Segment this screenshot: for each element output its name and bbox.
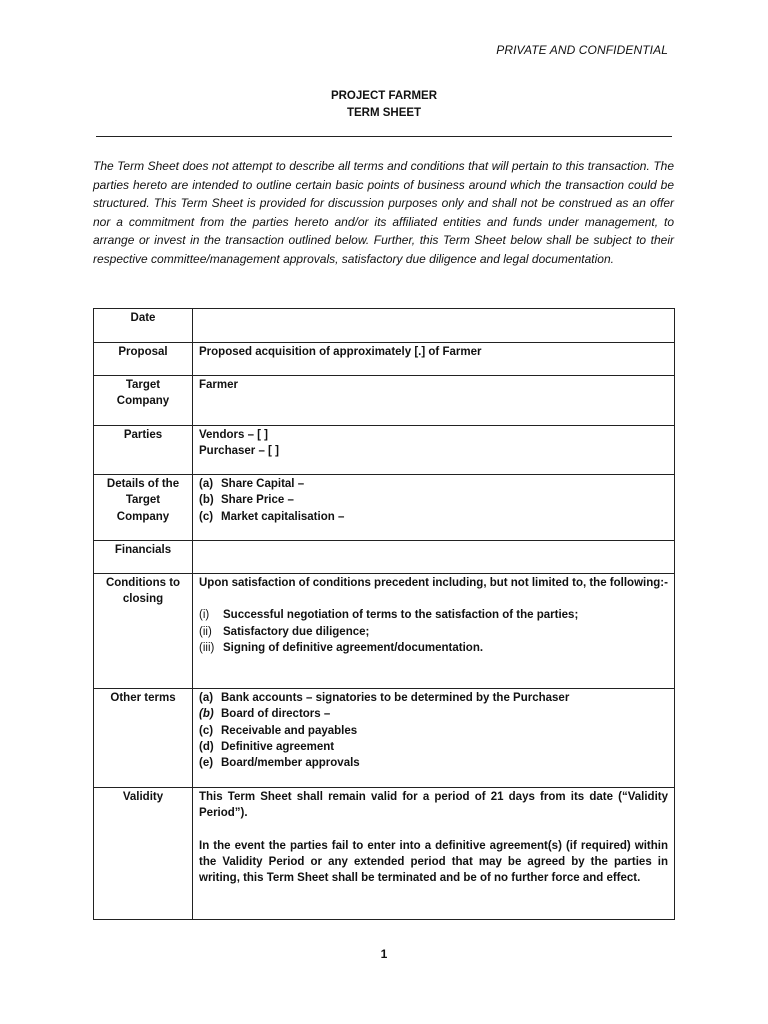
- conditions-label-line: Conditions to: [105, 577, 181, 589]
- date-value: [193, 309, 675, 343]
- title-divider: [96, 136, 672, 137]
- list-text: Bank accounts – signatories to be determined by the Purchaser: [221, 692, 570, 704]
- table-row: [94, 343, 675, 376]
- list-item: [199, 476, 668, 492]
- validity-paragraph: This Term Sheet shall remain valid for a period of 21 days from its date (“Validity Period”).: [199, 791, 668, 820]
- validity-label: Validity: [94, 788, 193, 920]
- vendors-line: Vendors – [ ]: [199, 429, 269, 441]
- list-marker: (ii): [199, 625, 212, 638]
- table-row: [94, 309, 675, 343]
- target-label: [94, 376, 193, 426]
- table-row: [94, 689, 675, 788]
- list-text: Market capitalisation –: [221, 510, 345, 523]
- details-label-line: Target: [125, 494, 161, 507]
- validity-value: [193, 788, 675, 920]
- financials-label: Financials: [94, 541, 193, 574]
- list-marker: (b): [199, 494, 214, 507]
- list-item: [199, 723, 668, 739]
- table-row: [94, 426, 675, 475]
- terms-table: [93, 308, 675, 920]
- list-text: Share Capital –: [221, 478, 305, 490]
- target-label-line: Target: [125, 379, 161, 391]
- conditions-value: [193, 574, 675, 689]
- list-marker: (c): [199, 724, 214, 737]
- list-text: Share Price –: [221, 494, 294, 507]
- intro-paragraph: The Term Sheet does not attempt to describe all terms and conditions that will pertain to this transaction. The parties hereto are intended to outline certain basic points of business around which the transaction could be structured. This Term Sheet is provided for discussion purposes only and shall not be construed as an offer nor a commitment from the parties hereto and/or its affiliated entities and funds under management, to arrange or invest in the transaction outlined below. Further, this Term Sheet below shall be subject to their respective committee/management approvals, satisfactory due diligence and legal documentation.: [93, 159, 674, 266]
- list-marker: (a): [199, 692, 214, 704]
- purchaser-line: Purchaser – [ ]: [199, 445, 279, 458]
- list-text: Receivable and payables: [221, 724, 358, 737]
- spacer: [199, 822, 668, 838]
- list-item: [199, 690, 668, 706]
- list-item: [199, 509, 668, 525]
- list-text: Board of directors –: [221, 708, 331, 721]
- list-text: Board/member approvals: [221, 757, 360, 770]
- page-number: 1: [380, 947, 388, 961]
- other-terms-value: [193, 689, 675, 788]
- list-item: [199, 640, 668, 656]
- list-item: [199, 706, 668, 722]
- details-label-line: Details of the: [106, 478, 180, 490]
- details-label-line: Company: [116, 510, 170, 523]
- term-sheet-title: TERM SHEET: [346, 107, 422, 119]
- target-label-line: Company: [116, 395, 170, 408]
- list-marker: (e): [199, 757, 214, 770]
- project-title: PROJECT FARMER: [330, 90, 438, 102]
- date-label: Date: [94, 309, 193, 343]
- list-text: Signing of definitive agreement/documentation.: [223, 641, 484, 654]
- conditions-label-line: closing: [122, 593, 164, 606]
- list-text: Definitive agreement: [221, 740, 335, 753]
- confidential-header: PRIVATE AND CONFIDENTIAL: [496, 43, 668, 57]
- table-row: [94, 788, 675, 920]
- proposal-label: Proposal: [94, 343, 193, 376]
- spacer: [199, 591, 668, 607]
- table-row: [94, 541, 675, 574]
- list-item: [199, 755, 668, 771]
- table-row: [94, 376, 675, 426]
- list-text: Satisfactory due diligence;: [223, 625, 370, 638]
- other-terms-label: Other terms: [94, 689, 193, 788]
- proposal-value: Proposed acquisition of approximately [.] of Farmer: [193, 343, 675, 376]
- list-marker: (b): [199, 708, 214, 721]
- list-item: [199, 492, 668, 508]
- list-marker: (a): [199, 478, 214, 490]
- financials-value: [193, 541, 675, 574]
- list-marker: (i): [199, 609, 210, 622]
- list-item: [199, 607, 668, 623]
- table-row: [94, 475, 675, 541]
- validity-paragraph: In the event the parties fail to enter into a definitive agreement(s) (if required) within the Validity Period or any extended period that may be agreed by the parties in writing, this Term Sheet shall be terminated and be of no further force and effect.: [199, 839, 668, 885]
- target-value: Farmer: [193, 376, 675, 426]
- conditions-lead: Upon satisfaction of conditions precedent including, but not limited to, the following:-: [199, 577, 668, 589]
- list-marker: (iii): [199, 641, 215, 654]
- parties-value: [193, 426, 675, 475]
- details-label: [94, 475, 193, 541]
- list-item: [199, 739, 668, 755]
- list-marker: (d): [199, 740, 214, 753]
- list-marker: (c): [199, 510, 214, 523]
- document-title: [0, 88, 768, 122]
- table-row: [94, 574, 675, 689]
- list-item: [199, 624, 668, 640]
- conditions-label: [94, 574, 193, 689]
- parties-label: Parties: [94, 426, 193, 475]
- details-value: [193, 475, 675, 541]
- list-text: Successful negotiation of terms to the satisfaction of the parties;: [223, 609, 579, 622]
